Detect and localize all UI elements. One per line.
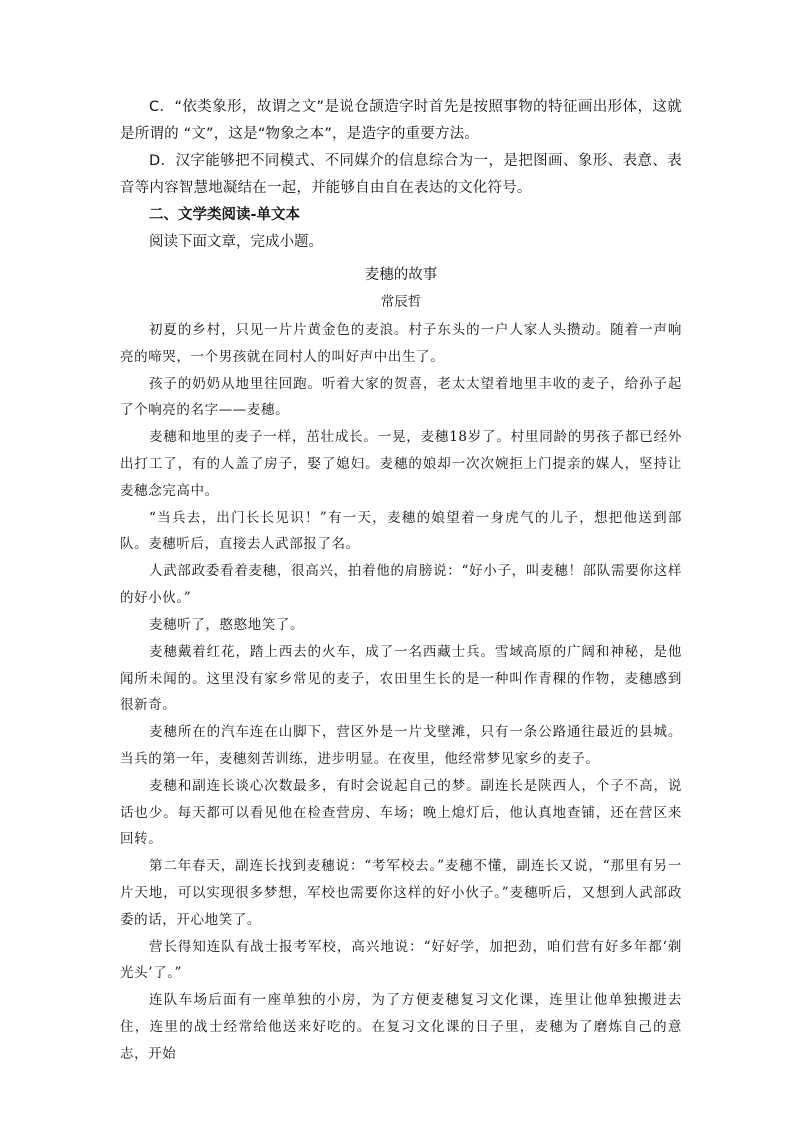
story-paragraph: 麦穗戴着红花，踏上西去的火车，成了一名西藏士兵。雪域高原的广阔和神秘，是他闻所未闻的。这里没有家乡常见的麦子，农田里生长的是一种叫作青稞的作物，麦穗感到很新奇。 bbox=[120, 644, 682, 714]
story-paragraph: 第二年春天，副连长找到麦穗说：“考军校去。”麦穗不懂，副连长又说，“那里有另一片天地，可以实现很多梦想，军校也需要你这样的好小伙子。”麦穗听后，又想到人武部政委的话，开心地笑了。 bbox=[120, 858, 682, 928]
story-paragraph: 麦穗和地里的麦子一样，茁壮成长。一晃，麦穗18岁了。村里同龄的男孩子都已经外出打工了，有的人盖了房子，娶了媳妇。麦穗的娘却一次次婉拒上门提亲的媒人，坚持让麦穗念完高中。 bbox=[120, 429, 682, 499]
reading-instruction: 阅读下面文章，完成小题。 bbox=[149, 234, 323, 250]
option-d: D．汉字能够把不同模式、不同媒介的信息综合为一，是把图画、象形、表意、表音等内容智慧地凝结在一起，并能够自由自在表达的文化符号。 bbox=[120, 153, 682, 196]
story-body bbox=[120, 317, 682, 1067]
story-paragraph: 麦穗所在的汽车连在山脚下，营区外是一片戈壁滩，只有一条公路通往最近的县城。当兵的第一年，麦穗刻苦训练，进步明显。在夜里，他经常梦见家乡的麦子。 bbox=[120, 724, 682, 767]
story-paragraph: 孩子的奶奶从地里往回跑。听着大家的贺喜，老太太望着地里丰收的麦子，给孙子起了个响亮的名字——麦穗。 bbox=[120, 375, 682, 419]
story-paragraph: 麦穗听了，憨憨地笑了。 bbox=[149, 617, 305, 634]
story-title: 麦穗的故事 bbox=[364, 267, 438, 283]
story-author: 常辰哲 bbox=[380, 294, 422, 310]
story-paragraph: 连队车场后面有一座单独的小房，为了方便麦穗复习文化课，连里让他单独搬进去住，连里的战士经常给他送来好吃的。在复习文化课的日子里，麦穗为了磨炼自己的意志，开始 bbox=[120, 992, 682, 1062]
story-paragraph: 麦穗和副连长谈心次数最多，有时会说起自己的梦。副连长是陕西人，个子不高，说话也少。每天都可以看见他在检查营房、车场；晚上熄灯后，他认真地查铺，还在营区来回转。 bbox=[120, 778, 682, 848]
section-heading: 二、文学类阅读-单文本 bbox=[149, 207, 301, 223]
story-paragraph: 人武部政委看着麦穗，很高兴，拍着他的肩膀说：“好小子，叫麦穗！部队需要你这样的好小伙。” bbox=[120, 563, 682, 606]
document-page bbox=[120, 94, 682, 1068]
option-c: C．“依类象形，故谓之文”是说仓颉造字时首先是按照事物的特征画出形体，这就是所谓的 “文”，这是“物象之本”，是造字的重要方法。 bbox=[120, 99, 682, 142]
story-paragraph: 营长得知连队有战士报考军校，高兴地说：“好好学，加把劲，咱们营有好多年都‘剃光头’了。” bbox=[120, 938, 682, 982]
story-paragraph: “当兵去，出门长长见识！”有一天，麦穗的娘望着一身虎气的儿子，想把他送到部队。麦穗听后，直接去人武部报了名。 bbox=[120, 509, 682, 553]
story-paragraph: 初夏的乡村，只见一片片黄金色的麦浪。村子东头的一户人家人头攒动。随着一声响亮的啼哭，一个男孩就在同村人的叫好声中出生了。 bbox=[120, 322, 682, 365]
